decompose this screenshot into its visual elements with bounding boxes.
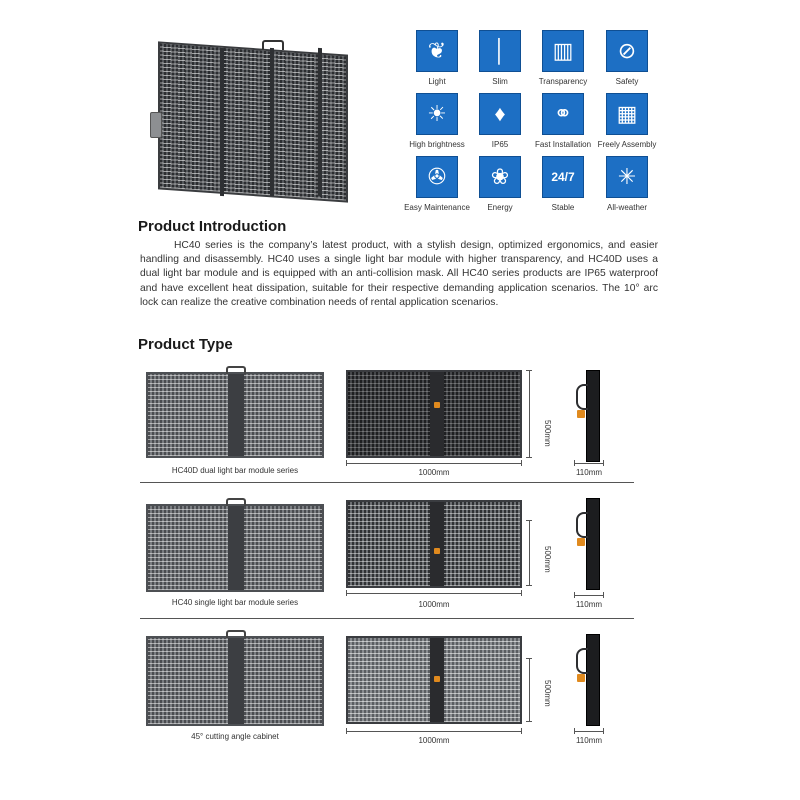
feature-high-brightness bbox=[402, 93, 472, 149]
width-dimension-line bbox=[346, 728, 522, 734]
row-divider bbox=[140, 618, 634, 619]
height-label: 500mm bbox=[543, 680, 552, 707]
feature-label: Light bbox=[428, 77, 446, 86]
back-view-image bbox=[346, 370, 522, 458]
orange-connector bbox=[434, 676, 440, 682]
side-view-image bbox=[576, 634, 602, 726]
front-view-image bbox=[146, 504, 324, 592]
feature-label: All-weather bbox=[606, 203, 647, 212]
cabinet-profile bbox=[586, 498, 600, 590]
depth-label: 110mm bbox=[575, 736, 603, 745]
feature-label: Fast Installation bbox=[534, 140, 592, 149]
panel-arc-lock bbox=[150, 112, 162, 138]
orange-connector bbox=[434, 402, 440, 408]
feature-stable bbox=[528, 156, 598, 212]
module-spine bbox=[430, 372, 444, 456]
feature-label: IP65 bbox=[491, 140, 509, 149]
side-view-image bbox=[576, 370, 602, 462]
chain-link-icon: ⚭ bbox=[542, 93, 584, 135]
row-caption: HC40 single light bar module series bbox=[171, 598, 299, 607]
hero-led-panel-image bbox=[150, 40, 355, 200]
leaf-bulb-icon: ❀ bbox=[479, 156, 521, 198]
cabinet-profile bbox=[586, 370, 600, 462]
panel-handle bbox=[226, 366, 246, 374]
feature-label: Energy bbox=[487, 203, 513, 212]
transparent-panel-icon: ▥ bbox=[542, 30, 584, 72]
orange-connector bbox=[577, 538, 585, 546]
water-drops-icon: ♦ bbox=[479, 93, 521, 135]
module-spine bbox=[228, 638, 244, 724]
power-cable bbox=[576, 512, 588, 538]
orange-connector bbox=[577, 410, 585, 418]
height-label: 500mm bbox=[543, 420, 552, 447]
depth-dimension-line bbox=[574, 592, 604, 598]
feature-label: Safety bbox=[615, 77, 639, 86]
feature-light bbox=[402, 30, 472, 86]
depth-label: 110mm bbox=[575, 600, 603, 609]
row-divider bbox=[140, 482, 634, 483]
feature-fast-installation bbox=[528, 93, 598, 149]
wrench-icon: ✇ bbox=[416, 156, 458, 198]
front-view-image bbox=[146, 636, 324, 726]
module-spine bbox=[430, 502, 444, 586]
curved-grid-icon: ▦ bbox=[606, 93, 648, 135]
panel-handle bbox=[262, 40, 284, 50]
back-view-image bbox=[346, 500, 522, 588]
depth-dimension-line bbox=[574, 728, 604, 734]
sun-snow-icon: ✳ bbox=[606, 156, 648, 198]
cabinet-profile bbox=[586, 634, 600, 726]
feature-easy-maintenance bbox=[402, 156, 472, 212]
width-dimension-line bbox=[346, 590, 522, 596]
feature-label: Freely Assembly bbox=[597, 140, 657, 149]
feature-label: Transparency bbox=[538, 77, 588, 86]
orange-connector bbox=[577, 674, 585, 682]
feature-safety bbox=[592, 30, 662, 86]
row-caption: 45° cutting angle cabinet bbox=[191, 732, 279, 741]
height-dimension-line bbox=[526, 370, 532, 458]
feature-label: Slim bbox=[492, 77, 508, 86]
no-fire-icon: ⊘ bbox=[606, 30, 648, 72]
feature-ip65 bbox=[465, 93, 535, 149]
panel-handle bbox=[226, 498, 246, 506]
clock-24-7-icon: 24/7 bbox=[542, 156, 584, 198]
height-dimension-line bbox=[526, 520, 532, 586]
back-view-image bbox=[346, 636, 522, 724]
height-dimension-line bbox=[526, 658, 532, 722]
depth-label: 110mm bbox=[575, 468, 603, 477]
depth-dimension-line bbox=[574, 460, 604, 466]
width-label: 1000mm bbox=[418, 736, 450, 745]
intro-paragraph: HC40 series is the company’s latest product, with a stylish design, optimized ergonomics, and easier handling and disassembly. HC40 uses a single light bar module with higher transparency, and HC40D uses a dual light bar module and is equipped with an anti-collision mask. All HC40 series products are IP65 waterproof and have excellent heat dissipation, suitable for their respective demanding application scenarios. The 10° arc lock can realize the creative combination needs of rental application scenarios. bbox=[140, 240, 658, 308]
side-view-image bbox=[576, 498, 602, 590]
feature-label: High brightness bbox=[409, 140, 465, 149]
width-label: 1000mm bbox=[418, 468, 450, 477]
row-caption: HC40D dual light bar module series bbox=[171, 466, 299, 475]
light-bulb-icon: ☀ bbox=[416, 93, 458, 135]
feature-energy bbox=[465, 156, 535, 212]
power-cable bbox=[576, 384, 588, 410]
intro-heading: Product Introduction bbox=[138, 218, 287, 235]
feature-label: Easy Maintenance bbox=[404, 203, 470, 212]
module-spine bbox=[228, 506, 244, 590]
power-cable bbox=[576, 648, 588, 674]
panel-bar bbox=[270, 48, 274, 196]
panel-bar bbox=[220, 48, 224, 196]
feature-label: Stable bbox=[551, 203, 575, 212]
feature-slim bbox=[465, 30, 535, 86]
module-spine bbox=[228, 374, 244, 456]
front-view-image bbox=[146, 372, 324, 458]
panel-handle bbox=[226, 630, 246, 638]
feature-freely-assembly bbox=[592, 93, 662, 149]
feature-all-weather bbox=[592, 156, 662, 212]
feather-icon: ❦ bbox=[416, 30, 458, 72]
panel-bar bbox=[318, 48, 322, 196]
width-dimension-line bbox=[346, 460, 522, 466]
height-label: 500mm bbox=[543, 546, 552, 573]
slim-line-icon: │ bbox=[479, 30, 521, 72]
feature-transparency bbox=[528, 30, 598, 86]
orange-connector bbox=[434, 548, 440, 554]
width-label: 1000mm bbox=[418, 600, 450, 609]
product-type-heading: Product Type bbox=[138, 336, 233, 353]
